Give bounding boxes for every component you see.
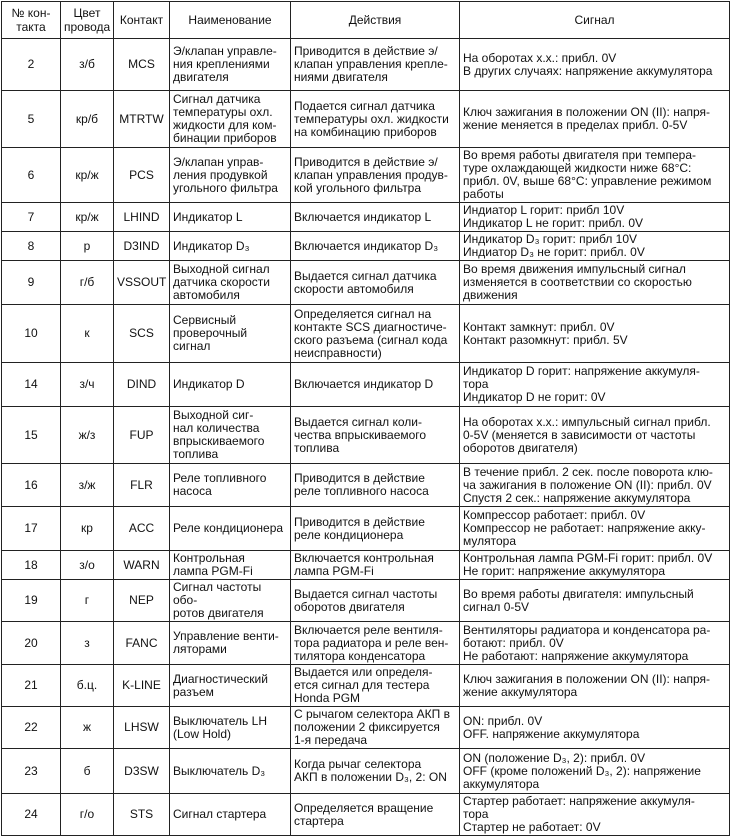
contact-number-cell: 19 (2, 580, 61, 622)
contact-code-cell: FANC (114, 622, 170, 665)
wire-color-cell: р (61, 232, 114, 261)
header-name: Наименование (170, 2, 291, 39)
table-row (2, 665, 730, 707)
action-cell: Приводится в действие э/ клапан управления крепле- ниями двигателя (291, 39, 460, 91)
table-row (2, 305, 730, 363)
name-cell: Контрольная лампа PGM-Fi (170, 551, 291, 580)
signal-cell: Ключ зажигания в положении ON (II): напря- жение аккумулятора (460, 665, 730, 707)
contact-number-cell: 24 (2, 794, 61, 836)
signal-cell: Стартер работает: напряжение аккумуля- тора Стартер не работает: 0V (460, 794, 730, 836)
contact-number-cell: 17 (2, 507, 61, 551)
wire-color-cell: з/ч (61, 363, 114, 407)
name-cell: Сигнал стартера (170, 794, 291, 836)
wire-color-cell: к (61, 305, 114, 363)
action-cell: Выдается сигнал частоты оборотов двигателя (291, 580, 460, 622)
name-cell: Управление венти- ляторами (170, 622, 291, 665)
contact-number-cell: 2 (2, 39, 61, 91)
contact-code-cell: NEP (114, 580, 170, 622)
header-signal: Сигнал (460, 2, 730, 39)
table-row (2, 91, 730, 148)
header-action: Действия (291, 2, 460, 39)
action-cell: Приводится в действие реле кондиционера (291, 507, 460, 551)
table-row (2, 551, 730, 580)
name-cell: Выключатель D₃ (170, 749, 291, 794)
table-row (2, 407, 730, 464)
signal-cell: Во время работы двигателя при темпера- туре охлаждающей жидкости ниже 68°C: прибл. 0V, выше 68°C: управление режимом работы (460, 148, 730, 203)
contact-code-cell: MTRTW (114, 91, 170, 148)
contact-code-cell: VSSOUT (114, 261, 170, 305)
header-row (2, 2, 730, 39)
signal-cell: Контакт замкнут: прибл. 0V Контакт разомкнут: прибл. 5V (460, 305, 730, 363)
action-cell: Подается сигнал датчика температуры охл. жидкости на комбинацию приборов (291, 91, 460, 148)
contact-number-cell: 6 (2, 148, 61, 203)
signal-cell: В течение прибл. 2 сек. после поворота клю- ча зажигания в положение ON (II): прибл. 0V Спустя 2 сек.: напряжение аккумулятора (460, 464, 730, 507)
contact-number-cell: 16 (2, 464, 61, 507)
name-cell: Выходной сигнал датчика скорости автомобиля (170, 261, 291, 305)
name-cell: Сервисный проверочный сигнал (170, 305, 291, 363)
name-cell: Сигнал частоты обо- ротов двигателя (170, 580, 291, 622)
wire-color-cell: кр/ж (61, 203, 114, 232)
table-row (2, 148, 730, 203)
signal-cell: Индикатор D₃ горит: прибл 10V Индиатор D₃ не горит: прибл. 0V (460, 232, 730, 261)
action-cell: Определяется сигнал на контакте SCS диагностиче- ского разъема (сигнал кода неисправности) (291, 305, 460, 363)
contact-number-cell: 10 (2, 305, 61, 363)
signal-cell: На оборотах х.х.: прибл. 0V В других случаях: напряжение аккумулятора (460, 39, 730, 91)
contact-number-cell: 20 (2, 622, 61, 665)
action-cell: Включается реле вентиля- тора радиатора и реле вен- тилятора конденсатора (291, 622, 460, 665)
signal-cell: Индиатор L горит: прибл 10V Индикатор L не горит: прибл. 0V (460, 203, 730, 232)
action-cell: Выдается или определя- ется сигнал для тестера Honda PGM (291, 665, 460, 707)
action-cell: Включается индикатор D₃ (291, 232, 460, 261)
wire-color-cell: кр/б (61, 91, 114, 148)
signal-cell: Контрольная лампа PGM-Fi горит: прибл. 0V Не горит: напряжение аккумулятора (460, 551, 730, 580)
contact-number-cell: 7 (2, 203, 61, 232)
signal-cell: ON: прибл. 0V OFF. напряжение аккумулятора (460, 707, 730, 749)
name-cell: Сигнал датчика температуры охл. жидкости для ком- бинации приборов (170, 91, 291, 148)
signal-cell: Индикатор D горит: напряжение аккумуля- тора Индикатор D не горит: 0V (460, 363, 730, 407)
table-row (2, 232, 730, 261)
table-row (2, 580, 730, 622)
action-cell: Включается индикатор D (291, 363, 460, 407)
action-cell: Приводится в действие реле топливного насоса (291, 464, 460, 507)
table-row (2, 39, 730, 91)
contact-code-cell: FUP (114, 407, 170, 464)
wire-color-cell: кр/ж (61, 148, 114, 203)
wire-color-cell: з/б (61, 39, 114, 91)
name-cell: Выходной сиг- нал количества впрыскиваемого топлива (170, 407, 291, 464)
contact-code-cell: STS (114, 794, 170, 836)
contact-code-cell: ACC (114, 507, 170, 551)
wire-color-cell: з/о (61, 551, 114, 580)
action-cell: С рычагом селектора АКП в положении 2 фиксируется 1-я передача (291, 707, 460, 749)
signal-cell: Вентиляторы радиатора и конденсатора ра- ботают: прибл. 0V Не работают: напряжение аккумулятора (460, 622, 730, 665)
action-cell: Приводится в действие э/ клапан управления продув- кой угольного фильтра (291, 148, 460, 203)
action-cell: Включается индикатор L (291, 203, 460, 232)
contact-code-cell: SCS (114, 305, 170, 363)
wire-color-cell: г/б (61, 261, 114, 305)
contact-number-cell: 8 (2, 232, 61, 261)
name-cell: Э/клапан управ- ления продувкой угольного фильтра (170, 148, 291, 203)
header-contact: Контакт (114, 2, 170, 39)
wire-color-cell: г (61, 580, 114, 622)
wire-color-cell: г/о (61, 794, 114, 836)
name-cell: Выключатель LH (Low Hold) (170, 707, 291, 749)
table-row (2, 749, 730, 794)
contact-code-cell: LHIND (114, 203, 170, 232)
table-row (2, 707, 730, 749)
signal-cell: Ключ зажигания в положении ON (II): напря- жение меняется в пределах прибл. 0-5V (460, 91, 730, 148)
contact-number-cell: 21 (2, 665, 61, 707)
contact-code-cell: K-LINE (114, 665, 170, 707)
name-cell: Реле кондиционера (170, 507, 291, 551)
signal-cell: Компрессор работает: прибл. 0V Компрессор не работает: напряжение акку- мулятора (460, 507, 730, 551)
signal-cell: На оборотах х.х.: импульсный сигнал прибл. 0-5V (меняется в зависимости от частоты оборотов двигателя) (460, 407, 730, 464)
contact-number-cell: 14 (2, 363, 61, 407)
table-row (2, 507, 730, 551)
table-row (2, 464, 730, 507)
table-row (2, 203, 730, 232)
contact-code-cell: LHSW (114, 707, 170, 749)
contact-number-cell: 9 (2, 261, 61, 305)
contact-number-cell: 5 (2, 91, 61, 148)
wire-color-cell: кр (61, 507, 114, 551)
table-row (2, 363, 730, 407)
wire-color-cell: б.ц. (61, 665, 114, 707)
contact-number-cell: 22 (2, 707, 61, 749)
signal-cell: ON (положение D₃, 2): прибл. 0V OFF (кроме положений D₃, 2): напряжение аккумулятора (460, 749, 730, 794)
contact-number-cell: 23 (2, 749, 61, 794)
action-cell: Выдается сигнал коли- чества впрыскиваемого топлива (291, 407, 460, 464)
header-contact-number: № кон- такта (2, 2, 61, 39)
contact-code-cell: FLR (114, 464, 170, 507)
name-cell: Индикатор D₃ (170, 232, 291, 261)
name-cell: Реле топливного насоса (170, 464, 291, 507)
action-cell: Выдается сигнал датчика скорости автомобиля (291, 261, 460, 305)
name-cell: Индикатор D (170, 363, 291, 407)
name-cell: Индикатор L (170, 203, 291, 232)
contact-number-cell: 18 (2, 551, 61, 580)
connector-pinout-table (1, 1, 730, 836)
table-row (2, 794, 730, 836)
table-row (2, 622, 730, 665)
signal-cell: Во время работы двигателя: импульсный сигнал 0-5V (460, 580, 730, 622)
signal-cell: Во время движения импульсный сигнал изменяется в соответствии со скоростью движения (460, 261, 730, 305)
table-row (2, 261, 730, 305)
action-cell: Включается контрольная лампа PGM-Fi (291, 551, 460, 580)
wire-color-cell: з (61, 622, 114, 665)
contact-code-cell: DIND (114, 363, 170, 407)
contact-code-cell: PCS (114, 148, 170, 203)
name-cell: Э/клапан управле- ния креплениями двигателя (170, 39, 291, 91)
contact-code-cell: D3IND (114, 232, 170, 261)
contact-number-cell: 15 (2, 407, 61, 464)
header-wire-color: Цвет провода (61, 2, 114, 39)
action-cell: Определяется вращение стартера (291, 794, 460, 836)
contact-code-cell: D3SW (114, 749, 170, 794)
contact-code-cell: MCS (114, 39, 170, 91)
action-cell: Когда рычаг селектора АКП в положении D₃, 2: ON (291, 749, 460, 794)
wire-color-cell: з/ж (61, 464, 114, 507)
wire-color-cell: б (61, 749, 114, 794)
name-cell: Диагностический разъем (170, 665, 291, 707)
wire-color-cell: ж (61, 707, 114, 749)
wire-color-cell: ж/з (61, 407, 114, 464)
table-body (2, 39, 730, 836)
contact-code-cell: WARN (114, 551, 170, 580)
